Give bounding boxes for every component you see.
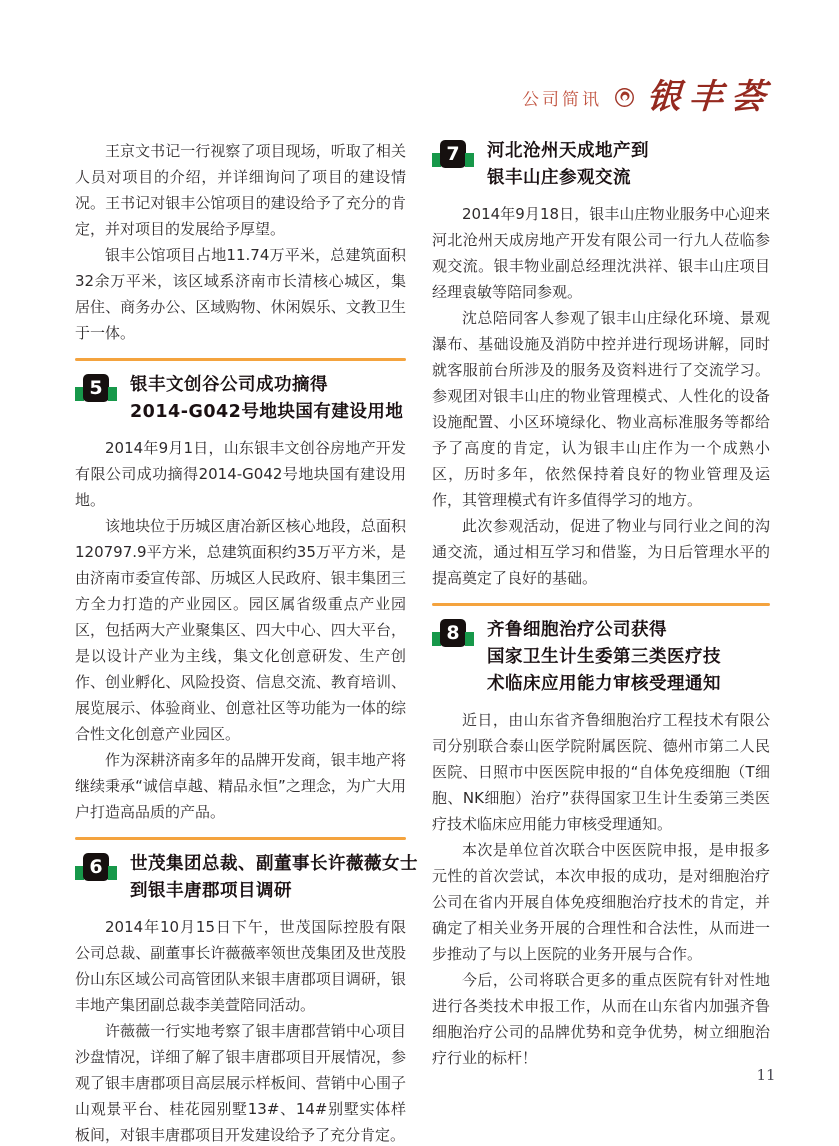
article-paragraph: 今后，公司将联合更多的重点医院有针对性地进行各类技术申报工作，从而在山东省内加强齐鲁细胞治疗公司的品牌优势和竞争优势，树立细胞治疗行业的标杆！ bbox=[432, 971, 770, 1067]
article-number: 5 bbox=[83, 374, 109, 402]
article-number: 8 bbox=[440, 619, 466, 647]
article-title bbox=[130, 372, 403, 426]
article-5-header bbox=[75, 372, 406, 426]
article-title-line: 到银丰唐郡项目调研 bbox=[130, 881, 292, 901]
article-number-badge bbox=[432, 619, 474, 647]
article-title-line: 世茂集团总裁、副董事长许薇薇女士 bbox=[130, 854, 418, 874]
left-column bbox=[75, 138, 418, 1146]
section-divider bbox=[75, 837, 406, 840]
badge-green-bar-right bbox=[465, 632, 474, 646]
article-number-badge bbox=[432, 140, 474, 168]
article-paragraph: 作为深耕济南多年的品牌开发商，银丰地产将继续秉承“诚信卓越、精品永恒”之理念，为广大用户打造高品质的产品。 bbox=[75, 751, 406, 821]
article-title-line: 齐鲁细胞治疗公司获得 bbox=[487, 620, 667, 640]
article-title-line: 2014-G042号地块国有建设用地 bbox=[130, 402, 404, 422]
article-paragraph: 该地块位于历城区唐冶新区核心地段，总面积120797.9平方米，总建筑面积约35万平方米，是由济南市委宣传部、历城区人民政府、银丰集团三方全力打造的产业园区。园区属省级重点产业园区，包括两大产业聚集区、四大中心、四大平台，是以设计产业为主线，集文化创意研发、生产创作、创业孵化、风险投资、信息交流、教育培训、展览展示、体验商业、创意社区等功能为一体的综合性文化创意产业园区。 bbox=[75, 517, 406, 743]
article-7 bbox=[432, 138, 770, 591]
article-title-line: 银丰文创谷公司成功摘得 bbox=[130, 375, 328, 395]
article-7-header bbox=[432, 138, 770, 192]
intro-paragraph: 银丰公馆项目占地11.74万平米，总建筑面积32余万平米，该区域系济南市长清核心城区，集居住、商务办公、区域购物、休闲娱乐、文教卫生于一体。 bbox=[75, 246, 406, 342]
article-paragraph: 沈总陪同客人参观了银丰山庄绿化环境、景观瀑布、基础设施及消防中控并进行现场讲解，同时就客服前台所涉及的服务及资料进行了交流学习。参观团对银丰山庄的物业管理模式、人性化的设备设施配置、小区环境绿化、物业高标准服务等都给予了高度的肯定，认为银丰山庄作为一个成熟小区，历时多年，依然保持着良好的物业管理及运作，其管理模式有许多值得学习的地方。 bbox=[432, 309, 770, 509]
page-number: 11 bbox=[756, 1066, 776, 1084]
article-8 bbox=[432, 617, 770, 1071]
article-8-header bbox=[432, 617, 770, 698]
article-title-line: 术临床应用能力审核受理通知 bbox=[487, 674, 721, 694]
intro-paragraph: 王京文书记一行视察了项目现场，听取了相关人员对项目的介绍，并详细询问了项目的建设情况。王书记对银丰公馆项目的建设给予了充分的肯定，并对项目的发展给予厚望。 bbox=[75, 142, 406, 238]
article-number-badge bbox=[75, 853, 117, 881]
section-divider bbox=[75, 358, 406, 361]
section-label: 公司简讯 bbox=[522, 89, 602, 110]
article-paragraph: 2014年9月18日，银丰山庄物业服务中心迎来河北沧州天成房地产开发有限公司一行九人莅临参观交流。银丰物业副总经理沈洪祥、银丰山庄项目经理袁敏等陪同参观。 bbox=[432, 205, 770, 301]
article-title-line: 河北沧州天成地产到 bbox=[487, 141, 649, 161]
masthead bbox=[522, 77, 775, 117]
right-column bbox=[432, 138, 770, 1071]
article-paragraph: 2014年9月1日，山东银丰文创谷房地产开发有限公司成功摘得2014-G042号地块国有建设用地。 bbox=[75, 439, 406, 509]
article-paragraph: 此次参观活动，促进了物业与同行业之间的沟通交流，通过相互学习和借鉴，为日后管理水平的提高奠定了良好的基础。 bbox=[432, 517, 770, 587]
section-divider bbox=[432, 603, 770, 606]
article-6 bbox=[75, 851, 418, 1146]
article-5 bbox=[75, 372, 406, 825]
badge-green-bar-right bbox=[108, 866, 117, 880]
article-paragraph: 近日，由山东省齐鲁细胞治疗工程技术有限公司分别联合泰山医学院附属医院、德州市第二人民医院、日照市中医医院申报的“自体免疫细胞（T细胞、NK细胞）治疗”获得国家卫生计生委第三类医疗技术临床应用能力审核受理通知。 bbox=[432, 711, 770, 833]
article-title-line: 国家卫生计生委第三类医疗技 bbox=[487, 647, 721, 667]
article-title-line: 银丰山庄参观交流 bbox=[487, 168, 631, 188]
article-paragraph: 2014年10月15日下午，世茂国际控股有限公司总裁、副董事长许薇薇率领世茂集团及世茂股份山东区域公司高管团队来银丰唐郡项目调研，银丰地产集团副总裁李美萱陪同活动。 bbox=[75, 918, 406, 1014]
article-title bbox=[487, 138, 649, 192]
article-title bbox=[487, 617, 721, 698]
brand-calligraphy: 银丰荟 bbox=[645, 77, 775, 117]
badge-green-bar-right bbox=[108, 387, 117, 401]
article-number: 7 bbox=[440, 140, 466, 168]
article-paragraph: 本次是单位首次联合中医医院申报，是申报多元性的首次尝试，本次申报的成功，是对细胞治疗公司在省内开展自体免疫细胞治疗技术的肯定，并确定了相关业务开展的合理性和合法性，从而进一步推动了与以上医院的业务开展与合作。 bbox=[432, 841, 770, 963]
swirl-logo-icon bbox=[614, 87, 635, 108]
article-number-badge bbox=[75, 374, 117, 402]
article-6-header bbox=[75, 851, 418, 905]
article-title bbox=[130, 851, 418, 905]
article-number: 6 bbox=[83, 853, 109, 881]
badge-green-bar-right bbox=[465, 153, 474, 167]
article-paragraph: 许薇薇一行实地考察了银丰唐郡营销中心项目沙盘情况，详细了解了银丰唐郡项目开展情况，参观了银丰唐郡项目高层展示样板间、营销中心围子山观景平台、桂花园别墅13#、14#别墅实体样板间，对银丰唐郡项目开发建设给予了充分肯定。 bbox=[75, 1022, 406, 1144]
